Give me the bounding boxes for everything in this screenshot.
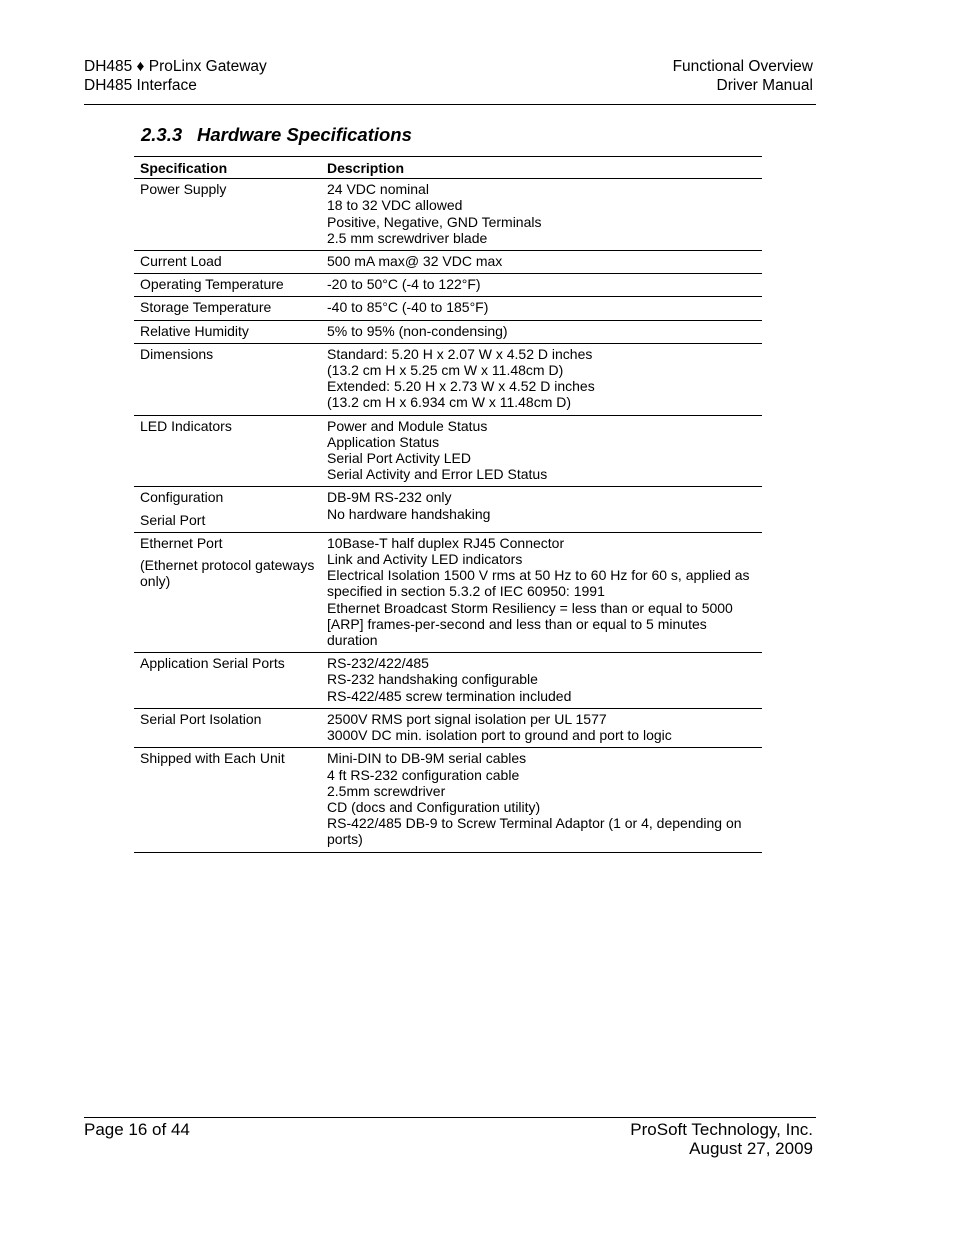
section-number: 2.3.3 — [141, 124, 183, 145]
header-chapter: Functional Overview — [672, 58, 813, 75]
spec-table — [134, 156, 762, 853]
table-row — [134, 653, 762, 709]
table-row — [134, 274, 762, 297]
description-line: 2.5 mm screwdriver blade — [327, 229, 488, 246]
section-heading — [141, 124, 412, 146]
description-line: 2500V RMS port signal isolation per UL 1577 — [327, 710, 607, 727]
description-line: RS-422/485 screw termination included — [327, 687, 572, 704]
spec-cell — [134, 343, 321, 415]
description-line: Standard: 5.20 H x 2.07 W x 4.52 D inches — [327, 345, 593, 362]
spec-text: Ethernet Port — [140, 534, 223, 551]
description-line: (13.2 cm H x 6.934 cm W x 11.48cm D) — [327, 394, 572, 411]
spec-text: Configuration — [140, 489, 224, 506]
table-row — [134, 297, 762, 320]
description-cell — [321, 748, 762, 852]
table-row — [134, 343, 762, 415]
spec-text: Serial Port — [140, 511, 206, 528]
page-number: Page 16 of 44 — [84, 1120, 190, 1139]
spec-text: Shipped with Each Unit — [140, 750, 285, 767]
description-line: Application Status — [327, 433, 440, 450]
section-title: Hardware Specifications — [197, 124, 412, 145]
table-row — [134, 532, 762, 652]
description-line: Extended: 5.20 H x 2.73 W x 4.52 D inches — [327, 378, 595, 395]
spec-text: Operating Temperature — [140, 276, 284, 293]
footer-divider — [84, 1117, 816, 1118]
footer-company: ProSoft Technology, Inc. — [630, 1120, 813, 1139]
spec-cell — [134, 274, 321, 297]
description-line: 2.5mm screwdriver — [327, 782, 446, 799]
description-line: Power and Module Status — [327, 417, 488, 434]
spec-cell — [134, 251, 321, 274]
spec-text: Current Load — [140, 253, 222, 270]
description-cell — [321, 320, 762, 343]
description-cell — [321, 179, 762, 251]
description-line: Serial Port Activity LED — [327, 450, 471, 467]
description-line: RS-422/485 DB-9 to Screw Terminal Adaptor (1 or 4, depending on ports) — [327, 815, 742, 848]
description-cell — [321, 274, 762, 297]
description-cell — [321, 251, 762, 274]
spec-cell — [134, 748, 321, 852]
table-row — [134, 487, 762, 532]
spec-cell — [134, 415, 321, 487]
description-line: CD (docs and Configuration utility) — [327, 798, 541, 815]
description-cell — [321, 415, 762, 487]
description-line: 24 VDC nominal — [327, 181, 429, 198]
description-cell — [321, 532, 762, 652]
spec-text: Relative Humidity — [140, 322, 249, 339]
header-right — [673, 57, 813, 95]
description-line: No hardware handshaking — [327, 505, 491, 522]
description-line: -20 to 50°C (-4 to 122°F) — [327, 276, 481, 293]
description-line: 500 mA max@ 32 VDC max — [327, 253, 503, 270]
description-line: -40 to 85°C (-40 to 185°F) — [327, 299, 489, 316]
header-product: DH485 ♦ ProLinx Gateway — [84, 58, 267, 75]
spec-cell — [134, 653, 321, 709]
description-cell — [321, 708, 762, 747]
table-row — [134, 320, 762, 343]
spec-cell — [134, 532, 321, 652]
description-line: Positive, Negative, GND Terminals — [327, 213, 542, 230]
description-line: RS-232 handshaking configurable — [327, 671, 538, 688]
column-header-description: Description — [321, 157, 762, 179]
description-cell — [321, 653, 762, 709]
table-row — [134, 748, 762, 852]
spec-cell — [134, 708, 321, 747]
table-row — [134, 179, 762, 251]
description-line: (13.2 cm H x 5.25 cm W x 11.48cm D) — [327, 362, 564, 379]
description-cell — [321, 487, 762, 532]
header-divider — [84, 104, 816, 105]
description-line: 5% to 95% (non-condensing) — [327, 322, 508, 339]
header-left — [84, 57, 267, 95]
description-line: Serial Activity and Error LED Status — [327, 466, 548, 483]
spec-cell — [134, 297, 321, 320]
table-row — [134, 415, 762, 487]
description-line: DB-9M RS-232 only — [327, 489, 452, 506]
description-cell — [321, 343, 762, 415]
header-interface: DH485 Interface — [84, 77, 197, 94]
table-body — [134, 179, 762, 852]
description-line: Mini-DIN to DB-9M serial cables — [327, 750, 527, 767]
table-row — [134, 708, 762, 747]
description-line: Electrical Isolation 1500 V rms at 50 Hz to 60 Hz for 60 s, applied as specified in section 5.3.2 of IEC 60950: 1991 — [327, 567, 750, 600]
description-line: Link and Activity LED indicators — [327, 551, 523, 568]
footer-right — [630, 1120, 813, 1158]
spec-text: Dimensions — [140, 345, 214, 362]
spec-cell — [134, 487, 321, 532]
spec-text: Power Supply — [140, 181, 227, 198]
spec-text: Application Serial Ports — [140, 655, 285, 672]
header-manual: Driver Manual — [716, 77, 813, 94]
spec-text: Storage Temperature — [140, 299, 272, 316]
description-line: 3000V DC min. isolation port to ground and port to logic — [327, 727, 672, 744]
spec-cell — [134, 320, 321, 343]
description-line: RS-232/422/485 — [327, 655, 429, 672]
description-line: Ethernet Broadcast Storm Resiliency = less than or equal to 5000 [ARP] frames-per-second and less than or equal to 5 minutes duration — [327, 599, 733, 649]
spec-text: LED Indicators — [140, 417, 232, 434]
column-header-specification: Specification — [134, 157, 321, 179]
description-line: 18 to 32 VDC allowed — [327, 197, 463, 214]
table-header-row — [134, 157, 762, 179]
spec-text: Serial Port Isolation — [140, 710, 262, 727]
description-line: 10Base-T half duplex RJ45 Connector — [327, 534, 565, 551]
description-cell — [321, 297, 762, 320]
spec-cell — [134, 179, 321, 251]
spec-text: (Ethernet protocol gateways only) — [140, 557, 315, 590]
table-row — [134, 251, 762, 274]
description-line: 4 ft RS-232 configuration cable — [327, 766, 520, 783]
footer-date: August 27, 2009 — [689, 1139, 813, 1158]
